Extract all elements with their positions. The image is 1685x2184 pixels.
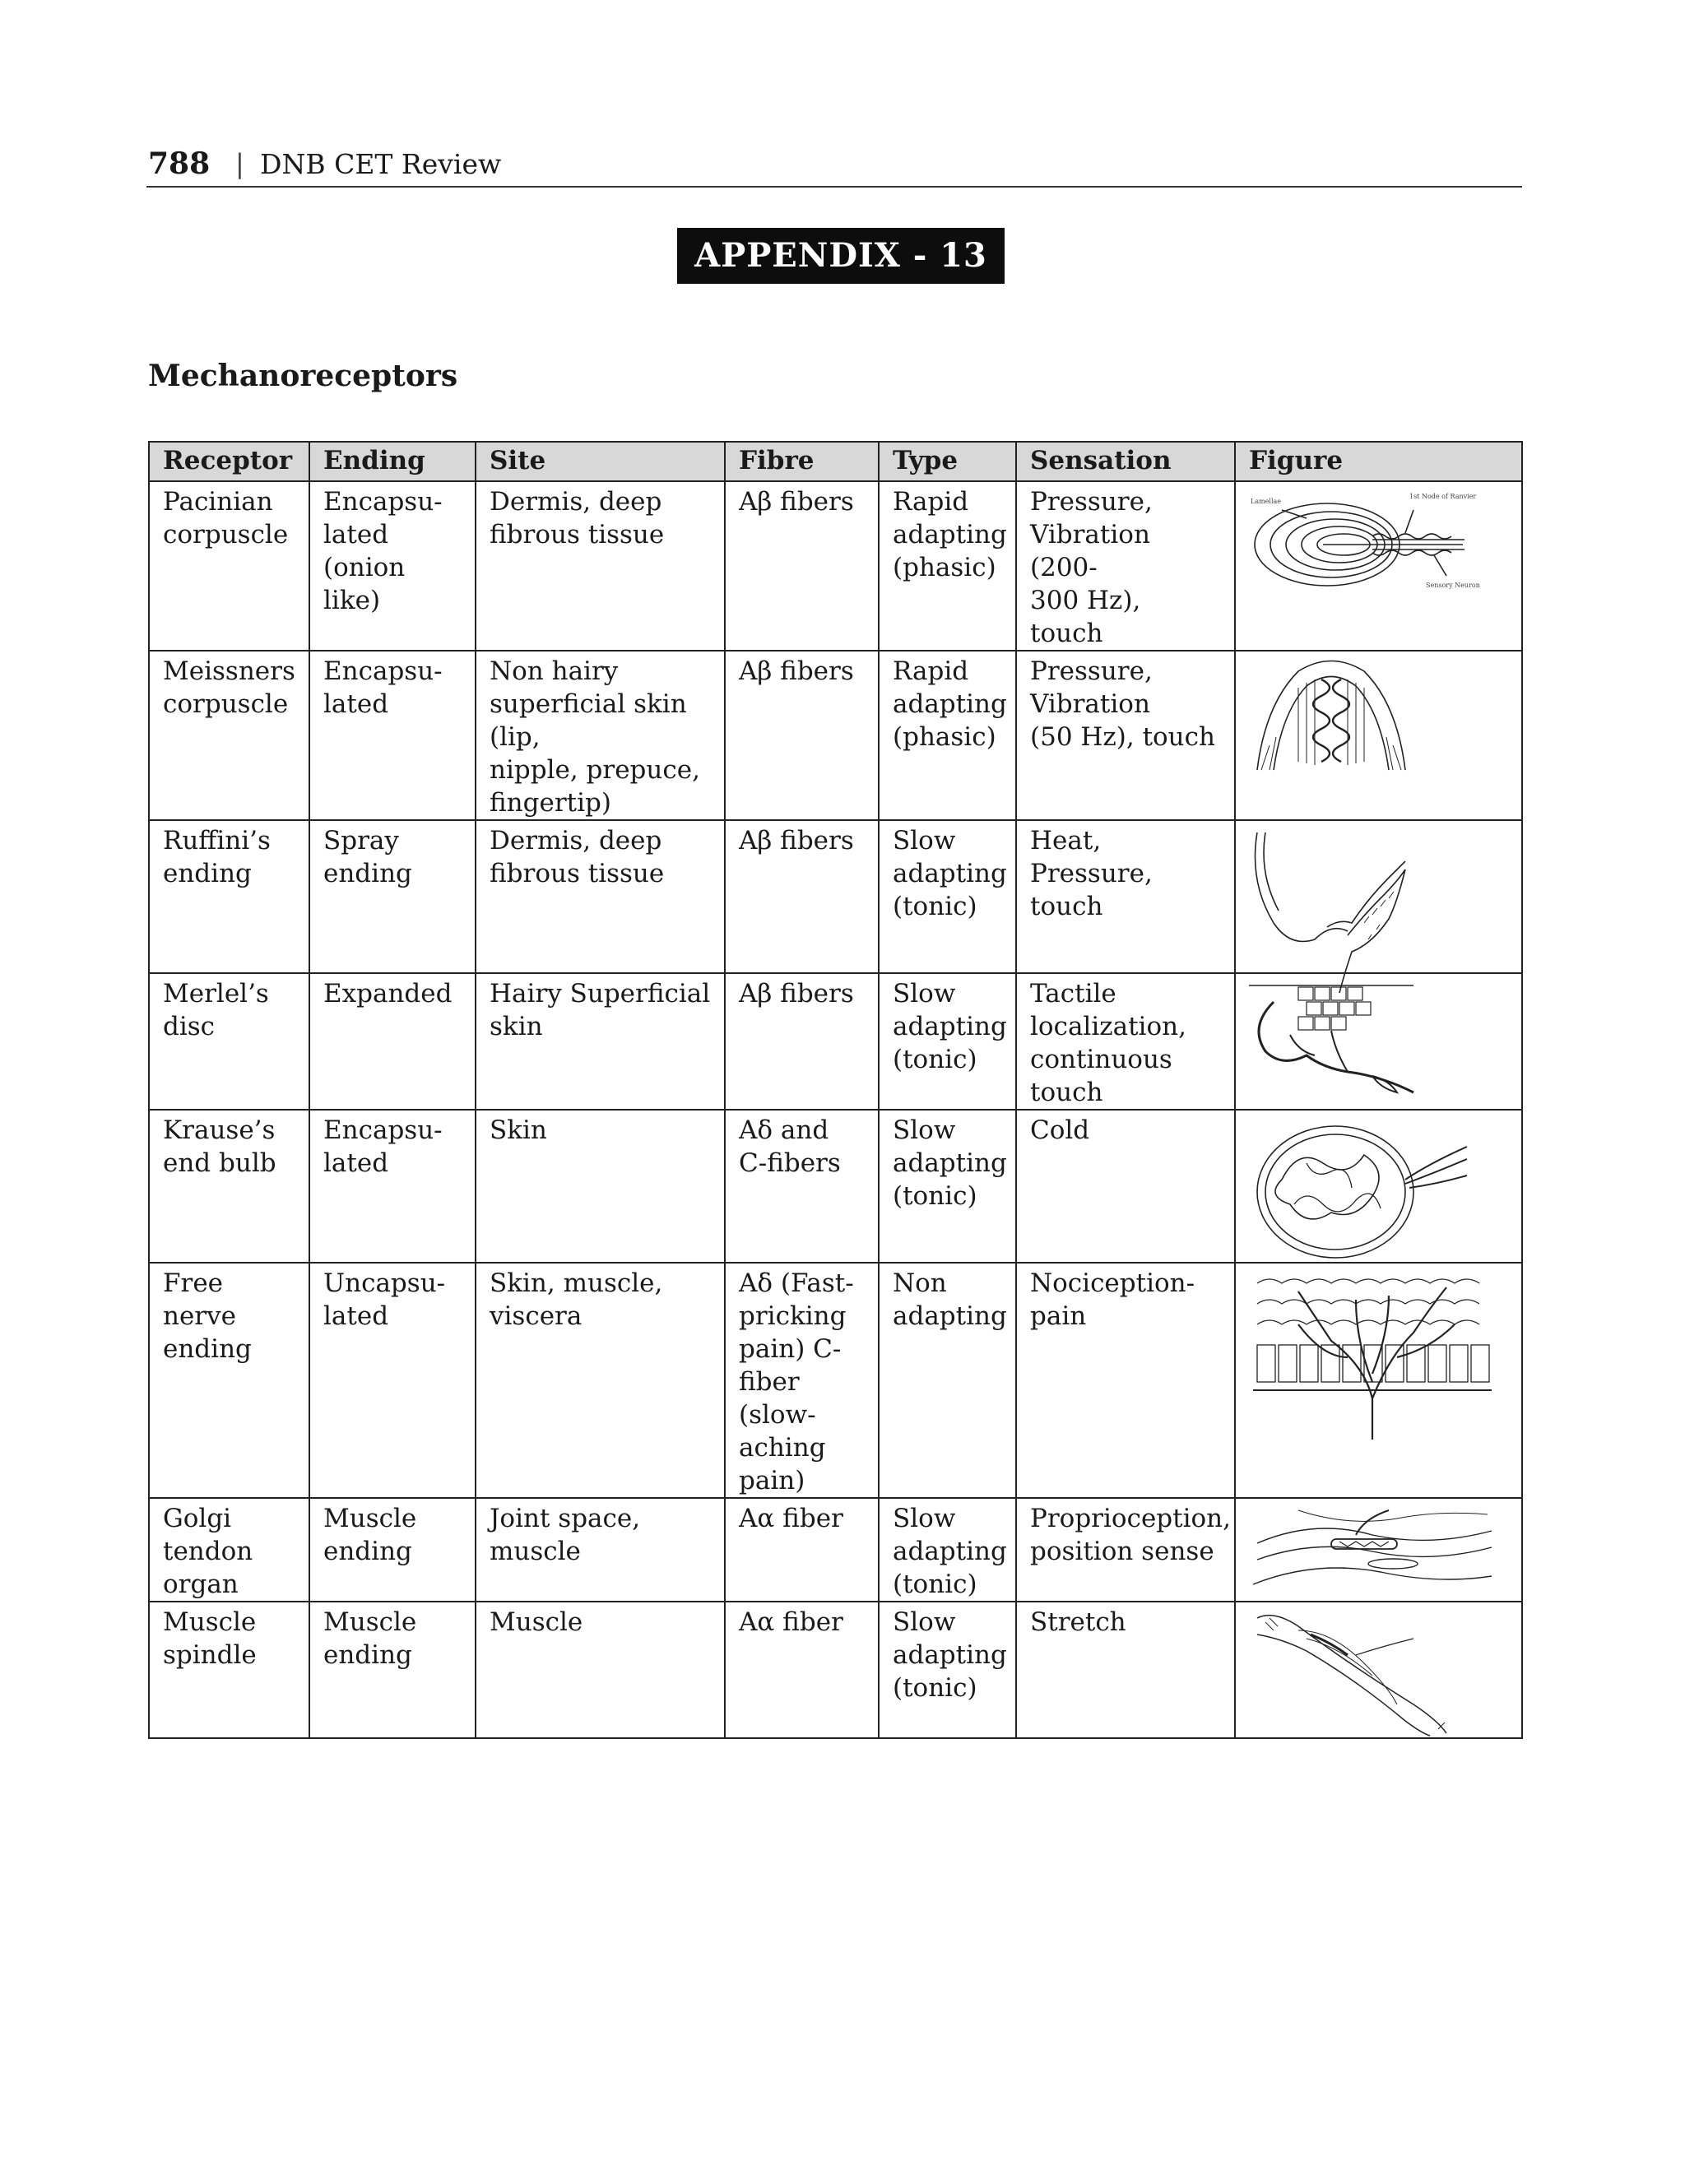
cell-line: adapting — [893, 1640, 1007, 1670]
cell-line: adapting — [893, 1301, 1007, 1331]
cell-line: Muscle — [490, 1607, 583, 1637]
cell-line: lated (onion — [323, 520, 406, 582]
cell-line: touch — [1030, 892, 1103, 921]
cell-line: (tonic) — [893, 1570, 977, 1599]
cell-type — [879, 651, 1016, 820]
cell-line: pricking — [739, 1301, 847, 1331]
cell-receptor — [149, 1263, 309, 1498]
cell-line: like) — [323, 586, 381, 615]
cell-line: aching — [739, 1433, 826, 1463]
cell-line: Meissners — [163, 656, 295, 686]
cell-ending — [309, 1498, 476, 1602]
cell-fibre — [725, 651, 879, 820]
cell-line: continuous — [1030, 1045, 1172, 1074]
cell-line: ending — [163, 1334, 252, 1364]
pacinian-corpuscle-illustration — [1235, 481, 1522, 651]
cell-line: lated — [323, 1148, 389, 1178]
cell-line: Pressure, — [1030, 487, 1153, 517]
cell-line: Rapid — [893, 656, 969, 686]
ruffini-ending-illustration — [1235, 820, 1522, 973]
cell-line: lated — [323, 1301, 389, 1331]
cell-line: 300 Hz), touch — [1030, 586, 1141, 648]
cell-line: Slow — [893, 979, 956, 1009]
cell-fibre — [725, 973, 879, 1110]
cell-line: fibrous tissue — [490, 859, 665, 888]
cell-line: (tonic) — [893, 1181, 977, 1211]
cell-line: Aβ fibers — [739, 656, 854, 686]
cell-line: lated — [323, 689, 389, 719]
cell-line: (phasic) — [893, 553, 996, 582]
cell-line: adapting — [893, 689, 1007, 719]
section-title: Mechanoreceptors — [148, 359, 458, 393]
cell-line: ending — [323, 1640, 412, 1670]
cell-type — [879, 973, 1016, 1110]
cell-line: Aβ fibers — [739, 487, 854, 517]
cell-receptor — [149, 1498, 309, 1602]
cell-type — [879, 1110, 1016, 1263]
cell-line: adapting — [893, 1537, 1007, 1566]
cell-type — [879, 1263, 1016, 1498]
krause-end-bulb-illustration — [1235, 1110, 1522, 1263]
cell-line: Muscle — [323, 1607, 417, 1637]
cell-fibre — [725, 1263, 879, 1498]
cell-ending — [309, 1263, 476, 1498]
cell-sensation — [1016, 1498, 1235, 1602]
cell-line: pain) — [739, 1466, 805, 1495]
cell-line: Pressure, — [1030, 656, 1153, 686]
cell-line: C-fibers — [739, 1148, 841, 1178]
cell-line: Pacinian — [163, 487, 273, 517]
cell-ending — [309, 1602, 476, 1738]
column-header: Type — [879, 442, 1016, 481]
cell-sensation — [1016, 820, 1235, 973]
cell-line: Spray — [323, 826, 399, 856]
cell-line: end bulb — [163, 1148, 276, 1178]
cell-site — [476, 1263, 725, 1498]
cell-line: ending — [323, 859, 412, 888]
cell-fibre — [725, 1110, 879, 1263]
header-separator: | — [235, 148, 244, 179]
cell-line: Encapsu- — [323, 487, 443, 517]
cell-type — [879, 1498, 1016, 1602]
cell-line: ending — [323, 1537, 412, 1566]
figure-label: 1st Node of Ranvier — [1409, 493, 1477, 500]
cell-receptor — [149, 820, 309, 973]
cell-line: Uncapsu- — [323, 1268, 446, 1298]
cell-line: Dermis, deep — [490, 826, 662, 856]
column-header: Receptor — [149, 442, 309, 481]
cell-fibre — [725, 1498, 879, 1602]
cell-type — [879, 820, 1016, 973]
cell-site — [476, 481, 725, 651]
cell-type — [879, 1602, 1016, 1738]
cell-line: Slow — [893, 1607, 956, 1637]
cell-line: Dermis, deep — [490, 487, 662, 517]
cell-line: Non — [893, 1268, 947, 1298]
cell-line: Free nerve — [163, 1268, 236, 1331]
cell-line: Tactile — [1030, 979, 1116, 1009]
cell-line: Proprioception, — [1030, 1504, 1231, 1533]
cell-line: Slow — [893, 1504, 956, 1533]
cell-line: (tonic) — [893, 1045, 977, 1074]
cell-line: disc — [163, 1012, 216, 1041]
cell-line: Aδ (Fast- — [739, 1268, 854, 1298]
cell-line: organ — [163, 1570, 239, 1599]
cell-ending — [309, 820, 476, 973]
cell-sensation — [1016, 1602, 1235, 1738]
cell-fibre — [725, 481, 879, 651]
table-header-row — [149, 442, 1522, 481]
cell-site — [476, 1498, 725, 1602]
appendix-label: APPENDIX - 13 — [677, 228, 1005, 284]
cell-line: Encapsu- — [323, 1115, 443, 1145]
cell-line: Skin, muscle, — [490, 1268, 663, 1298]
cell-receptor — [149, 973, 309, 1110]
cell-line: Cold — [1030, 1115, 1090, 1145]
cell-sensation — [1016, 1110, 1235, 1263]
cell-line: adapting — [893, 1148, 1007, 1178]
cell-line: Muscle — [323, 1504, 417, 1533]
cell-line: viscera — [490, 1301, 583, 1331]
cell-line: adapting — [893, 859, 1007, 888]
cell-line: Encapsu- — [323, 656, 443, 686]
table-row — [149, 820, 1522, 973]
cell-line: Non hairy — [490, 656, 619, 686]
column-header: Ending — [309, 442, 476, 481]
cell-line: fingertip) — [490, 788, 611, 818]
cell-site — [476, 1110, 725, 1263]
cell-line: Rapid — [893, 487, 969, 517]
cell-line: localization, — [1030, 1012, 1186, 1041]
cell-sensation — [1016, 481, 1235, 651]
cell-line: Muscle — [163, 1607, 257, 1637]
cell-line: Slow — [893, 1115, 956, 1145]
cell-line: Golgi — [163, 1504, 232, 1533]
cell-line: Nociception- — [1030, 1268, 1195, 1298]
table-row — [149, 651, 1522, 820]
cell-line: spindle — [163, 1640, 257, 1670]
cell-receptor — [149, 1602, 309, 1738]
figure-label: Sensory Neuron — [1426, 582, 1480, 589]
cell-receptor — [149, 481, 309, 651]
column-header: Site — [476, 442, 725, 481]
cell-site — [476, 973, 725, 1110]
cell-line: Merlel’s — [163, 979, 269, 1009]
cell-line: corpuscle — [163, 689, 289, 719]
cell-line: Expanded — [323, 979, 453, 1009]
cell-line: fiber (slow- — [739, 1367, 816, 1430]
cell-type — [879, 481, 1016, 651]
cell-line: (tonic) — [893, 892, 977, 921]
cell-ending — [309, 1110, 476, 1263]
cell-line: pain — [1030, 1301, 1087, 1331]
meissners-corpuscle-illustration — [1235, 651, 1522, 820]
cell-line: (tonic) — [893, 1673, 977, 1703]
cell-line: ending — [163, 859, 252, 888]
cell-ending — [309, 481, 476, 651]
cell-line: skin — [490, 1012, 543, 1041]
cell-line: Hairy Superficial — [490, 979, 711, 1009]
cell-fibre — [725, 1602, 879, 1738]
cell-line: adapting — [893, 520, 1007, 549]
cell-receptor — [149, 651, 309, 820]
cell-line: Krause’s — [163, 1115, 276, 1145]
cell-line: fibrous tissue — [490, 520, 665, 549]
cell-line: Heat, Pressure, — [1030, 826, 1153, 888]
cell-line: superficial skin (lip, — [490, 689, 687, 752]
page-header — [146, 145, 1522, 188]
cell-line: (phasic) — [893, 722, 996, 752]
cell-site — [476, 651, 725, 820]
cell-sensation — [1016, 973, 1235, 1110]
cell-line: Vibration — [1030, 689, 1150, 719]
cell-sensation — [1016, 1263, 1235, 1498]
cell-line: Aβ fibers — [739, 979, 854, 1009]
cell-line: Aα fiber — [739, 1504, 843, 1533]
cell-line: adapting — [893, 1012, 1007, 1041]
table-row — [149, 1498, 1522, 1602]
table-row — [149, 1602, 1522, 1738]
table-row — [149, 481, 1522, 651]
muscle-spindle-illustration — [1235, 1602, 1522, 1738]
cell-line: Ruffini’s — [163, 826, 271, 856]
cell-receptor — [149, 1110, 309, 1263]
cell-site — [476, 820, 725, 973]
table-row — [149, 973, 1522, 1110]
cell-line: Stretch — [1030, 1607, 1126, 1637]
cell-line: corpuscle — [163, 520, 289, 549]
free-nerve-ending-illustration — [1235, 1263, 1522, 1498]
cell-line: nipple, prepuce, — [490, 755, 700, 785]
cell-line: (50 Hz), touch — [1030, 722, 1215, 752]
page-number: 788 — [148, 146, 211, 181]
cell-site — [476, 1602, 725, 1738]
cell-line: tendon — [163, 1537, 253, 1566]
cell-ending — [309, 973, 476, 1110]
column-header: Figure — [1235, 442, 1522, 481]
cell-line: touch — [1030, 1078, 1103, 1107]
mechanoreceptors-table — [148, 441, 1523, 1739]
cell-line: Aδ and — [739, 1115, 829, 1145]
merkel-disc-illustration — [1235, 973, 1522, 1110]
column-header: Fibre — [725, 442, 879, 481]
cell-line: Slow — [893, 826, 956, 856]
cell-line: Vibration (200- — [1030, 520, 1150, 582]
cell-line: pain) C- — [739, 1334, 842, 1364]
cell-line: Skin — [490, 1115, 547, 1145]
cell-ending — [309, 651, 476, 820]
cell-sensation — [1016, 651, 1235, 820]
cell-line: Aα fiber — [739, 1607, 843, 1637]
table-row — [149, 1263, 1522, 1498]
cell-line: position sense — [1030, 1537, 1214, 1566]
golgi-tendon-organ-illustration — [1235, 1498, 1522, 1602]
table-row — [149, 1110, 1522, 1263]
cell-fibre — [725, 820, 879, 973]
figure-label: Lamellae — [1251, 498, 1282, 505]
running-title: DNB CET Review — [260, 148, 502, 180]
column-header: Sensation — [1016, 442, 1235, 481]
cell-line: Joint space, muscle — [490, 1504, 641, 1566]
cell-line: Aβ fibers — [739, 826, 854, 856]
